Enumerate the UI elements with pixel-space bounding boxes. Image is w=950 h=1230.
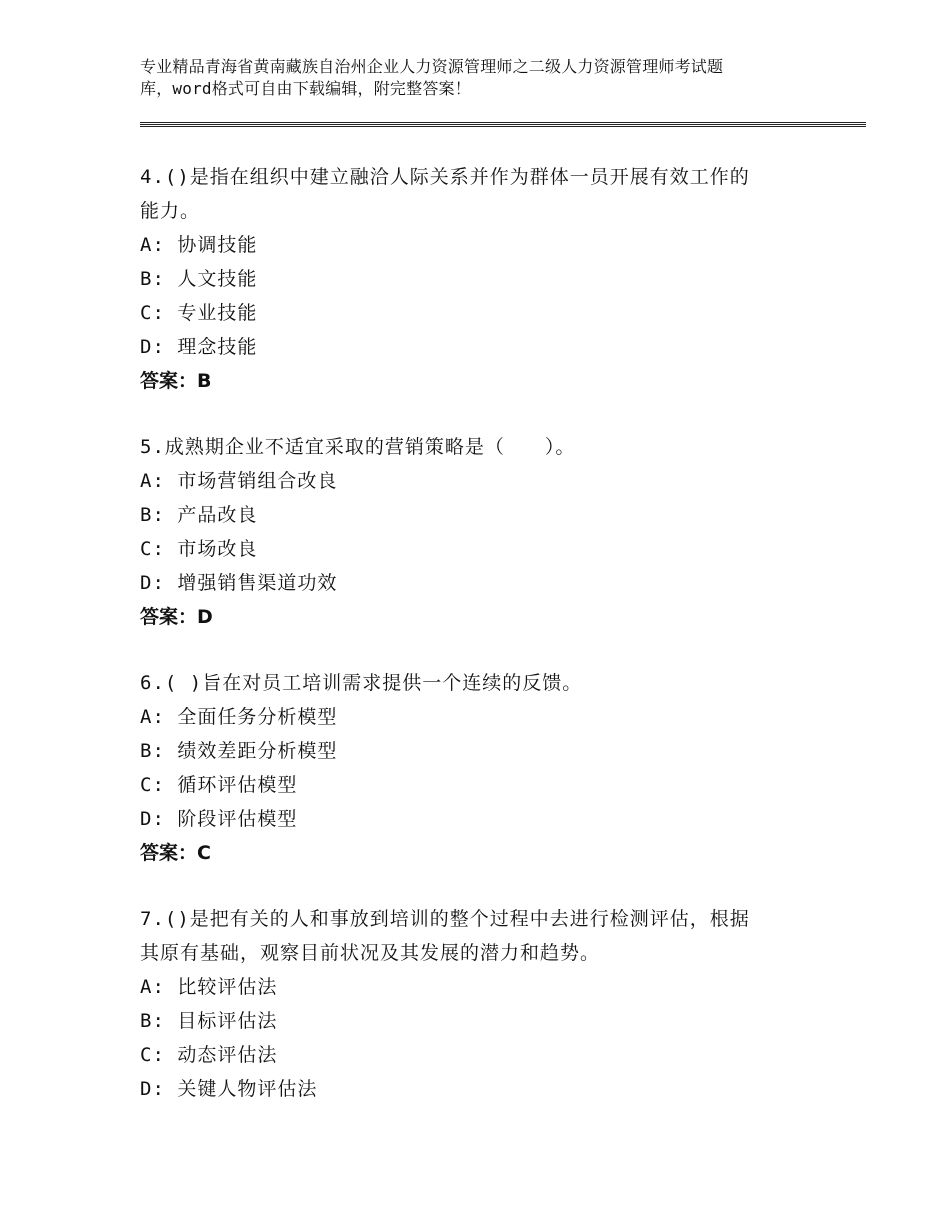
option-a: A: 协调技能	[140, 234, 258, 256]
question-stem-line: 5.成熟期企业不适宜采取的营销策略是（ ）。	[140, 436, 576, 458]
document-header	[140, 56, 830, 100]
option-a: A: 全面任务分析模型	[140, 706, 338, 728]
answer-line: 答案：B	[140, 370, 212, 392]
question-item	[140, 160, 810, 398]
option-b: B: 产品改良	[140, 504, 258, 526]
option-c: C: 循环评估模型	[140, 774, 298, 796]
option-d: D: 理念技能	[140, 336, 258, 358]
option-c: C: 动态评估法	[140, 1044, 278, 1066]
answer-line: 答案：C	[140, 842, 211, 864]
question-item	[140, 902, 810, 1106]
question-stem	[140, 160, 810, 228]
option-b: B: 目标评估法	[140, 1010, 278, 1032]
option-b: B: 人文技能	[140, 268, 258, 290]
question-item	[140, 666, 810, 870]
question-list	[140, 160, 810, 1138]
option-d: D: 关键人物评估法	[140, 1078, 318, 1100]
answer-line: 答案：D	[140, 606, 213, 628]
option-c: C: 专业技能	[140, 302, 258, 324]
question-stem	[140, 430, 810, 464]
header-divider-middle	[140, 124, 866, 125]
option-b: B: 绩效差距分析模型	[140, 740, 338, 762]
question-stem-line: 能力。	[140, 200, 201, 222]
header-divider-top	[140, 122, 866, 123]
question-stem	[140, 666, 810, 700]
option-a: A: 比较评估法	[140, 976, 278, 998]
question-stem-line: 6.( )旨在对员工培训需求提供一个连续的反馈。	[140, 672, 583, 694]
question-stem-line: 7.()是把有关的人和事放到培训的整个过程中去进行检测评估，根据	[140, 908, 750, 930]
question-stem-line: 其原有基础，观察目前状况及其发展的潜力和趋势。	[140, 942, 601, 964]
header-divider-bottom	[140, 126, 866, 127]
header-title-line-2: 库，word格式可自由下载编辑，附完整答案！	[140, 79, 471, 98]
header-title-line-1: 专业精品青海省黄南藏族自治州企业人力资源管理师之二级人力资源管理师考试题	[140, 57, 724, 76]
question-stem-line: 4.()是指在组织中建立融洽人际关系并作为群体一员开展有效工作的	[140, 166, 750, 188]
option-c: C: 市场改良	[140, 538, 258, 560]
option-a: A: 市场营销组合改良	[140, 470, 338, 492]
question-item	[140, 430, 810, 634]
option-d: D: 增强销售渠道功效	[140, 572, 338, 594]
option-d: D: 阶段评估模型	[140, 808, 298, 830]
question-stem	[140, 902, 810, 970]
